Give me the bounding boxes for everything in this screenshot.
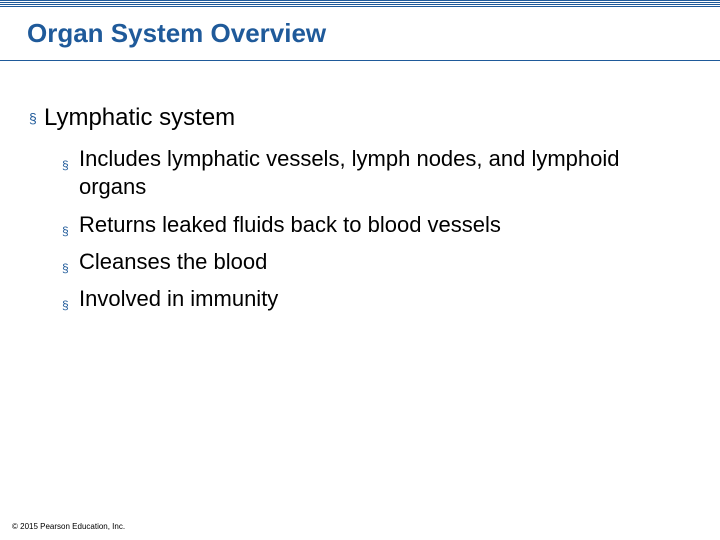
bullet-icon: § [62,261,69,275]
bullet-icon: § [62,298,69,312]
sub-bullet-text: Returns leaked fluids back to blood vessels [79,212,501,237]
bullet-lymphatic-system [29,104,235,132]
sub-bullet-text: Involved in immunity [79,286,279,311]
bullet-icon: § [29,110,37,126]
bullet-text: Lymphatic system [44,104,236,131]
sub-bullet-includes [62,145,639,201]
sub-bullet-cleanses [62,248,639,282]
slide-title: Organ System Overview [27,18,327,48]
title-divider [0,60,720,61]
sub-bullet-immunity [62,285,639,319]
copyright-notice: © 2015 Pearson Education, Inc. [12,522,126,531]
sub-bullet-returns [62,211,639,245]
bullet-icon: § [62,224,69,238]
sub-bullet-text: Includes lymphatic vessels, lymph nodes, and lymphoid organs [79,146,620,199]
header-stripe-bar [0,0,720,8]
sub-bullet-text: Cleanses the blood [79,249,268,274]
bullet-icon: § [62,158,69,172]
